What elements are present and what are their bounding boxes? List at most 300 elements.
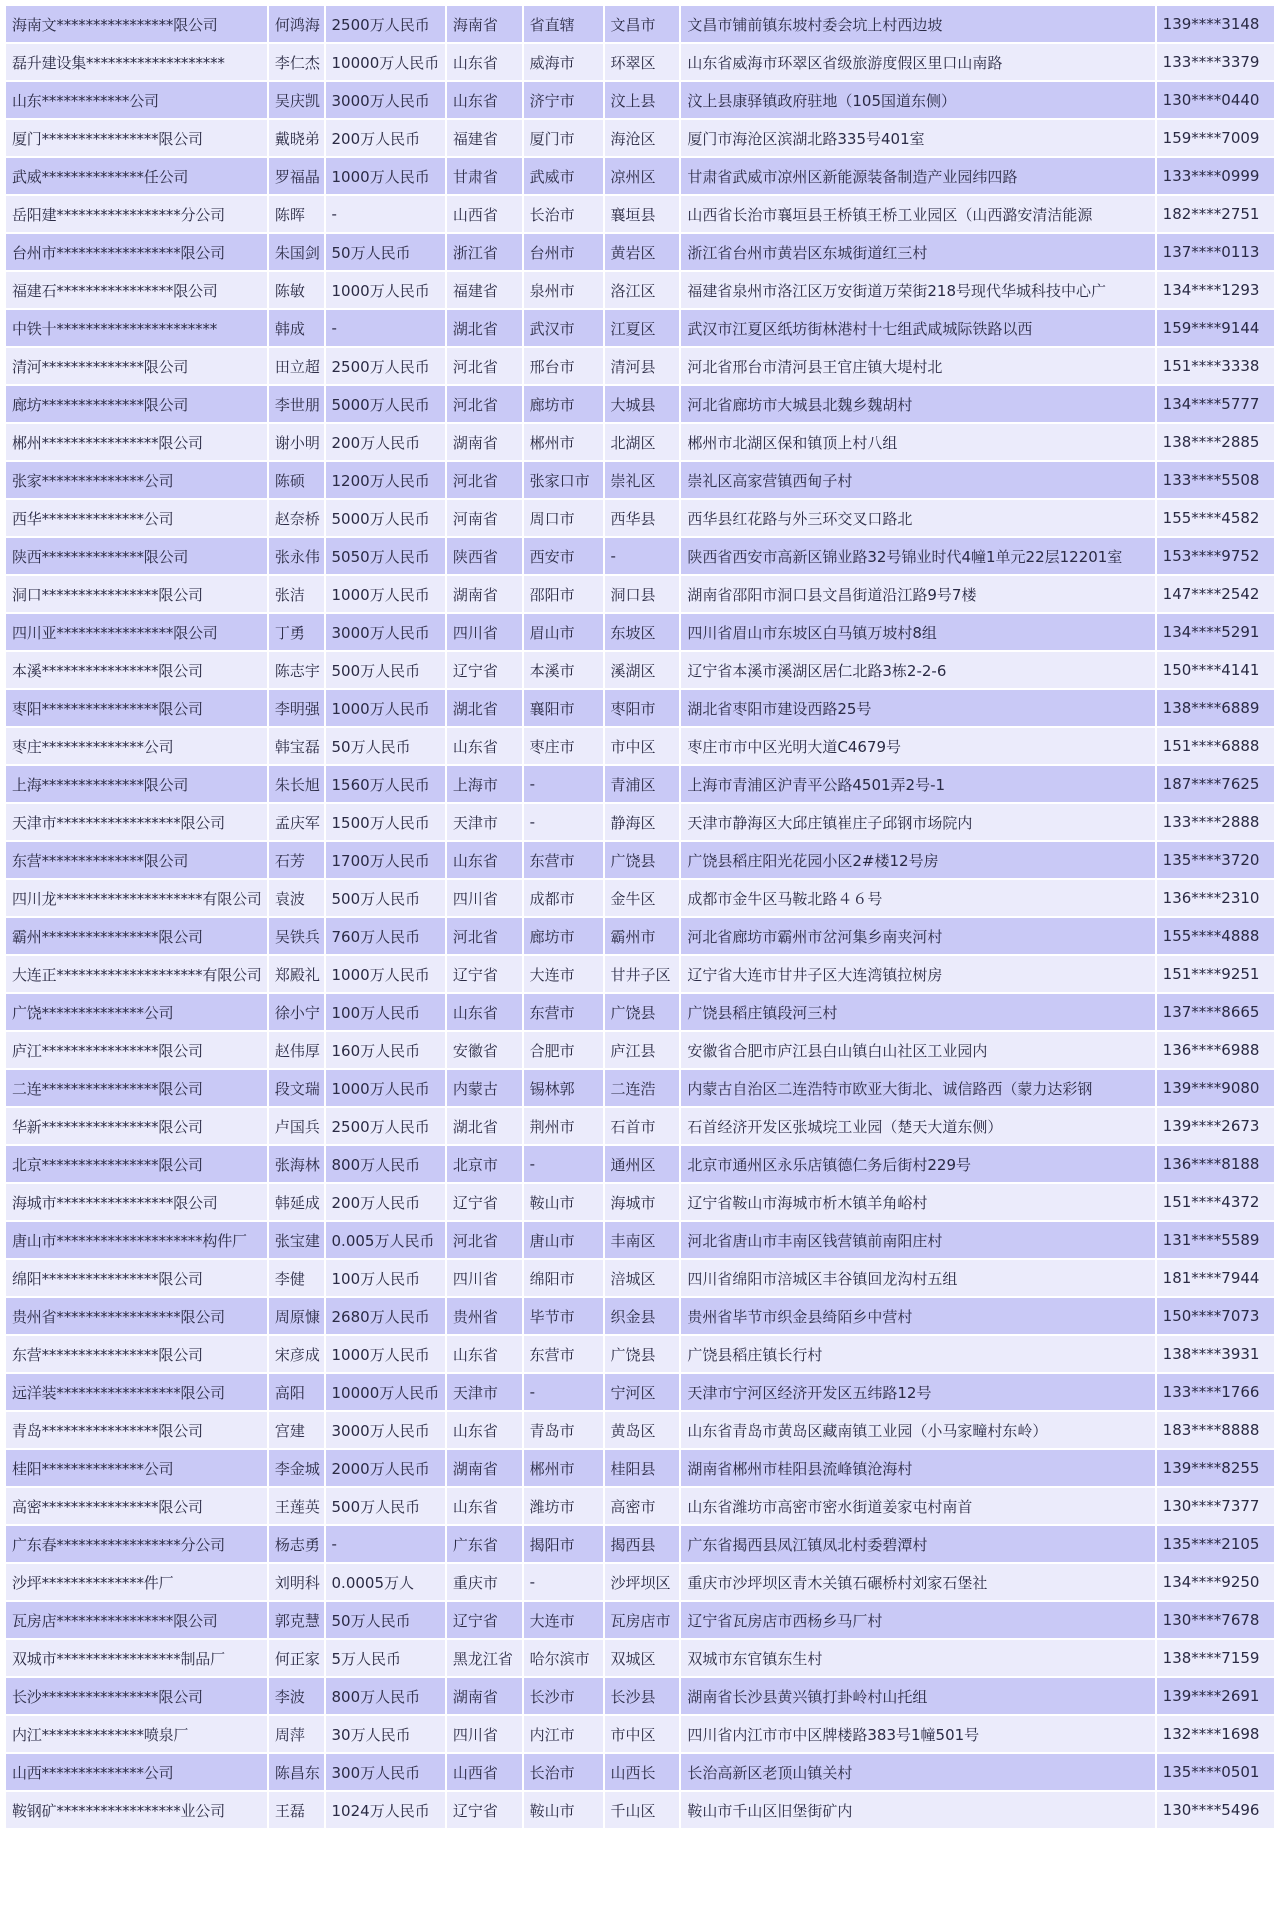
address-cell: 广饶县稻庄阳光花园小区2#楼12号房 xyxy=(681,842,1154,878)
province-cell: 甘肃省 xyxy=(447,158,522,194)
province-cell: 湖南省 xyxy=(447,1678,522,1714)
company-name-cell: 青岛****************限公司 xyxy=(6,1412,267,1448)
legal-representative-cell: 高阳 xyxy=(269,1374,324,1410)
province-cell: 湖南省 xyxy=(447,576,522,612)
province-cell: 湖北省 xyxy=(447,690,522,726)
district-cell: 宁河区 xyxy=(605,1374,680,1410)
legal-representative-cell: 李仁杰 xyxy=(269,44,324,80)
district-cell: 广饶县 xyxy=(605,842,680,878)
registered-capital-cell: 1700万人民币 xyxy=(326,842,445,878)
address-cell: 崇礼区高家营镇西甸子村 xyxy=(681,462,1154,498)
district-cell: 洛江区 xyxy=(605,272,680,308)
company-name-cell: 陕西**************限公司 xyxy=(6,538,267,574)
phone-cell: 151****9251 xyxy=(1157,956,1274,992)
table-row xyxy=(6,1260,1274,1296)
city-cell: 济宁市 xyxy=(524,82,603,118)
company-name-cell: 绵阳****************限公司 xyxy=(6,1260,267,1296)
table-row xyxy=(6,956,1274,992)
address-cell: 郴州市北湖区保和镇顶上村八组 xyxy=(681,424,1154,460)
company-name-cell: 郴州****************限公司 xyxy=(6,424,267,460)
table-row xyxy=(6,234,1274,270)
district-cell: 崇礼区 xyxy=(605,462,680,498)
table-row xyxy=(6,1488,1274,1524)
province-cell: 辽宁省 xyxy=(447,1792,522,1828)
district-cell: 凉州区 xyxy=(605,158,680,194)
table-row xyxy=(6,690,1274,726)
city-cell: 周口市 xyxy=(524,500,603,536)
registered-capital-cell: 2500万人民币 xyxy=(326,6,445,42)
legal-representative-cell: 陈志宇 xyxy=(269,652,324,688)
city-cell: 东营市 xyxy=(524,994,603,1030)
legal-representative-cell: 石芳 xyxy=(269,842,324,878)
company-name-cell: 远洋装*****************限公司 xyxy=(6,1374,267,1410)
city-cell: 长治市 xyxy=(524,196,603,232)
registered-capital-cell: 10000万人民币 xyxy=(326,44,445,80)
phone-cell: 139****2691 xyxy=(1157,1678,1274,1714)
city-cell: 长治市 xyxy=(524,1754,603,1790)
company-name-cell: 上海**************限公司 xyxy=(6,766,267,802)
legal-representative-cell: 李金城 xyxy=(269,1450,324,1486)
province-cell: 辽宁省 xyxy=(447,956,522,992)
address-cell: 辽宁省瓦房店市西杨乡马厂村 xyxy=(681,1602,1154,1638)
address-cell: 辽宁省本溪市溪湖区居仁北路3栋2-2-6 xyxy=(681,652,1154,688)
district-cell: 山西长 xyxy=(605,1754,680,1790)
table-row xyxy=(6,804,1274,840)
phone-cell: 131****5589 xyxy=(1157,1222,1274,1258)
address-cell: 安徽省合肥市庐江县白山镇白山社区工业园内 xyxy=(681,1032,1154,1068)
registered-capital-cell: 800万人民币 xyxy=(326,1678,445,1714)
address-cell: 厦门市海沧区滨湖北路335号401室 xyxy=(681,120,1154,156)
registered-capital-cell: 500万人民币 xyxy=(326,652,445,688)
registered-capital-cell: 1024万人民币 xyxy=(326,1792,445,1828)
province-cell: 河北省 xyxy=(447,462,522,498)
legal-representative-cell: 张永伟 xyxy=(269,538,324,574)
city-cell: 唐山市 xyxy=(524,1222,603,1258)
province-cell: 湖北省 xyxy=(447,1108,522,1144)
address-cell: 广东省揭西县凤江镇凤北村委碧潭村 xyxy=(681,1526,1154,1562)
city-cell: 廊坊市 xyxy=(524,386,603,422)
province-cell: 辽宁省 xyxy=(447,652,522,688)
phone-cell: 134****9250 xyxy=(1157,1564,1274,1600)
registered-capital-cell: 50万人民币 xyxy=(326,728,445,764)
legal-representative-cell: 孟庆军 xyxy=(269,804,324,840)
district-cell: 静海区 xyxy=(605,804,680,840)
phone-cell: 151****6888 xyxy=(1157,728,1274,764)
company-name-cell: 鞍钢矿*****************业公司 xyxy=(6,1792,267,1828)
district-cell: 长沙县 xyxy=(605,1678,680,1714)
legal-representative-cell: 罗福晶 xyxy=(269,158,324,194)
city-cell: 合肥市 xyxy=(524,1032,603,1068)
district-cell: 揭西县 xyxy=(605,1526,680,1562)
company-name-cell: 高密****************限公司 xyxy=(6,1488,267,1524)
address-cell: 山东省潍坊市高密市密水街道姜家屯村南首 xyxy=(681,1488,1154,1524)
address-cell: 湖北省枣阳市建设西路25号 xyxy=(681,690,1154,726)
address-cell: 文昌市铺前镇东坡村委会坑上村西边坡 xyxy=(681,6,1154,42)
legal-representative-cell: 朱长旭 xyxy=(269,766,324,802)
district-cell: 市中区 xyxy=(605,1716,680,1752)
address-cell: 广饶县稻庄镇段河三村 xyxy=(681,994,1154,1030)
district-cell: 庐江县 xyxy=(605,1032,680,1068)
city-cell: 本溪市 xyxy=(524,652,603,688)
address-cell: 枣庄市市中区光明大道C4679号 xyxy=(681,728,1154,764)
legal-representative-cell: 朱国剑 xyxy=(269,234,324,270)
province-cell: 河北省 xyxy=(447,1222,522,1258)
district-cell: 清河县 xyxy=(605,348,680,384)
address-cell: 河北省邢台市清河县王官庄镇大堤村北 xyxy=(681,348,1154,384)
province-cell: 山西省 xyxy=(447,1754,522,1790)
district-cell: 广饶县 xyxy=(605,994,680,1030)
city-cell: 张家口市 xyxy=(524,462,603,498)
registered-capital-cell: 50万人民币 xyxy=(326,1602,445,1638)
phone-cell: 139****3148 xyxy=(1157,6,1274,42)
table-row xyxy=(6,994,1274,1030)
city-cell: 台州市 xyxy=(524,234,603,270)
province-cell: 广东省 xyxy=(447,1526,522,1562)
company-name-cell: 庐江****************限公司 xyxy=(6,1032,267,1068)
district-cell: 霸州市 xyxy=(605,918,680,954)
district-cell: 瓦房店市 xyxy=(605,1602,680,1638)
address-cell: 贵州省毕节市织金县绮陌乡中营村 xyxy=(681,1298,1154,1334)
table-row xyxy=(6,500,1274,536)
phone-cell: 136****8188 xyxy=(1157,1146,1274,1182)
phone-cell: 153****9752 xyxy=(1157,538,1274,574)
address-cell: 山东省威海市环翠区省级旅游度假区里口山南路 xyxy=(681,44,1154,80)
table-row xyxy=(6,1336,1274,1372)
legal-representative-cell: 陈晖 xyxy=(269,196,324,232)
table-row xyxy=(6,1070,1274,1106)
company-name-cell: 山西**************公司 xyxy=(6,1754,267,1790)
table-row xyxy=(6,576,1274,612)
district-cell: 石首市 xyxy=(605,1108,680,1144)
phone-cell: 137****8665 xyxy=(1157,994,1274,1030)
company-name-cell: 长沙****************限公司 xyxy=(6,1678,267,1714)
company-name-cell: 华新****************限公司 xyxy=(6,1108,267,1144)
province-cell: 山东省 xyxy=(447,728,522,764)
province-cell: 天津市 xyxy=(447,804,522,840)
province-cell: 山东省 xyxy=(447,842,522,878)
legal-representative-cell: 徐小宁 xyxy=(269,994,324,1030)
company-name-cell: 天津市*****************限公司 xyxy=(6,804,267,840)
district-cell: 洞口县 xyxy=(605,576,680,612)
address-cell: 上海市青浦区沪青平公路4501弄2号-1 xyxy=(681,766,1154,802)
legal-representative-cell: 张宝建 xyxy=(269,1222,324,1258)
company-name-cell: 内江**************喷泉厂 xyxy=(6,1716,267,1752)
company-name-cell: 广东春*****************分公司 xyxy=(6,1526,267,1562)
legal-representative-cell: 杨志勇 xyxy=(269,1526,324,1562)
table-row xyxy=(6,652,1274,688)
legal-representative-cell: 李波 xyxy=(269,1678,324,1714)
district-cell: 桂阳县 xyxy=(605,1450,680,1486)
city-cell: 绵阳市 xyxy=(524,1260,603,1296)
address-cell: 天津市宁河区经济开发区五纬路12号 xyxy=(681,1374,1154,1410)
phone-cell: 130****7678 xyxy=(1157,1602,1274,1638)
address-cell: 西华县红花路与外三环交叉口路北 xyxy=(681,500,1154,536)
district-cell: 黄岛区 xyxy=(605,1412,680,1448)
province-cell: 福建省 xyxy=(447,120,522,156)
legal-representative-cell: 宋彦成 xyxy=(269,1336,324,1372)
legal-representative-cell: 周原慷 xyxy=(269,1298,324,1334)
province-cell: 四川省 xyxy=(447,1260,522,1296)
phone-cell: 130****0440 xyxy=(1157,82,1274,118)
registered-capital-cell: 100万人民币 xyxy=(326,994,445,1030)
address-cell: 河北省廊坊市大城县北魏乡魏胡村 xyxy=(681,386,1154,422)
table-row xyxy=(6,348,1274,384)
table-row xyxy=(6,462,1274,498)
registered-capital-cell: 3000万人民币 xyxy=(326,82,445,118)
registered-capital-cell: 1000万人民币 xyxy=(326,956,445,992)
province-cell: 辽宁省 xyxy=(447,1602,522,1638)
city-cell: - xyxy=(524,766,603,802)
legal-representative-cell: 郭克慧 xyxy=(269,1602,324,1638)
city-cell: - xyxy=(524,804,603,840)
legal-representative-cell: 李明强 xyxy=(269,690,324,726)
phone-cell: 133****0999 xyxy=(1157,158,1274,194)
registered-capital-cell: 2000万人民币 xyxy=(326,1450,445,1486)
phone-cell: 136****2310 xyxy=(1157,880,1274,916)
table-row xyxy=(6,1716,1274,1752)
registered-capital-cell: 5000万人民币 xyxy=(326,386,445,422)
address-cell: 石首经济开发区张城垸工业园（楚天大道东侧） xyxy=(681,1108,1154,1144)
province-cell: 安徽省 xyxy=(447,1032,522,1068)
registered-capital-cell: 5000万人民币 xyxy=(326,500,445,536)
phone-cell: 139****9080 xyxy=(1157,1070,1274,1106)
phone-cell: 138****2885 xyxy=(1157,424,1274,460)
province-cell: 内蒙古 xyxy=(447,1070,522,1106)
company-name-cell: 厦门****************限公司 xyxy=(6,120,267,156)
company-name-cell: 双城市*****************制品厂 xyxy=(6,1640,267,1676)
legal-representative-cell: 韩成 xyxy=(269,310,324,346)
province-cell: 上海市 xyxy=(447,766,522,802)
address-cell: 甘肃省武威市凉州区新能源装备制造产业园纬四路 xyxy=(681,158,1154,194)
company-name-cell: 北京****************限公司 xyxy=(6,1146,267,1182)
legal-representative-cell: 赵奈桥 xyxy=(269,500,324,536)
phone-cell: 182****2751 xyxy=(1157,196,1274,232)
registered-capital-cell: 1000万人民币 xyxy=(326,1336,445,1372)
phone-cell: 134****5291 xyxy=(1157,614,1274,650)
province-cell: 四川省 xyxy=(447,880,522,916)
legal-representative-cell: 戴晓弟 xyxy=(269,120,324,156)
province-cell: 辽宁省 xyxy=(447,1184,522,1220)
address-cell: 湖南省长沙县黄兴镇打卦岭村山托组 xyxy=(681,1678,1154,1714)
province-cell: 湖南省 xyxy=(447,424,522,460)
table-row xyxy=(6,1184,1274,1220)
phone-cell: 130****5496 xyxy=(1157,1792,1274,1828)
registered-capital-cell: 100万人民币 xyxy=(326,1260,445,1296)
table-row xyxy=(6,1754,1274,1790)
district-cell: 二连浩 xyxy=(605,1070,680,1106)
registered-capital-cell: 0.0005万人 xyxy=(326,1564,445,1600)
legal-representative-cell: 韩延成 xyxy=(269,1184,324,1220)
registered-capital-cell: 760万人民币 xyxy=(326,918,445,954)
district-cell: 广饶县 xyxy=(605,1336,680,1372)
company-name-cell: 桂阳**************公司 xyxy=(6,1450,267,1486)
registered-capital-cell: 1000万人民币 xyxy=(326,158,445,194)
company-name-cell: 台州市*****************限公司 xyxy=(6,234,267,270)
legal-representative-cell: 张洁 xyxy=(269,576,324,612)
company-name-cell: 霸州****************限公司 xyxy=(6,918,267,954)
legal-representative-cell: 赵伟厚 xyxy=(269,1032,324,1068)
province-cell: 河北省 xyxy=(447,386,522,422)
company-name-cell: 武威**************任公司 xyxy=(6,158,267,194)
phone-cell: 134****1293 xyxy=(1157,272,1274,308)
phone-cell: 137****0113 xyxy=(1157,234,1274,270)
district-cell: 织金县 xyxy=(605,1298,680,1334)
province-cell: 陕西省 xyxy=(447,538,522,574)
city-cell: 成都市 xyxy=(524,880,603,916)
legal-representative-cell: 宫建 xyxy=(269,1412,324,1448)
phone-cell: 130****7377 xyxy=(1157,1488,1274,1524)
phone-cell: 133****5508 xyxy=(1157,462,1274,498)
table-row xyxy=(6,1640,1274,1676)
city-cell: 荆州市 xyxy=(524,1108,603,1144)
province-cell: 海南省 xyxy=(447,6,522,42)
table-row xyxy=(6,386,1274,422)
phone-cell: 138****7159 xyxy=(1157,1640,1274,1676)
company-name-cell: 枣庄**************公司 xyxy=(6,728,267,764)
district-cell: 涪城区 xyxy=(605,1260,680,1296)
address-cell: 河北省廊坊市霸州市岔河集乡南夹河村 xyxy=(681,918,1154,954)
phone-cell: 134****5777 xyxy=(1157,386,1274,422)
table-row xyxy=(6,1298,1274,1334)
district-cell: 北湖区 xyxy=(605,424,680,460)
table-row xyxy=(6,842,1274,878)
registered-capital-cell: 800万人民币 xyxy=(326,1146,445,1182)
district-cell: - xyxy=(605,538,680,574)
legal-representative-cell: 周萍 xyxy=(269,1716,324,1752)
phone-cell: 135****3720 xyxy=(1157,842,1274,878)
address-cell: 广饶县稻庄镇长行村 xyxy=(681,1336,1154,1372)
district-cell: 溪湖区 xyxy=(605,652,680,688)
legal-representative-cell: 刘明科 xyxy=(269,1564,324,1600)
table-row xyxy=(6,310,1274,346)
province-cell: 北京市 xyxy=(447,1146,522,1182)
legal-representative-cell: 吴铁兵 xyxy=(269,918,324,954)
company-name-cell: 本溪****************限公司 xyxy=(6,652,267,688)
table-row xyxy=(6,44,1274,80)
phone-cell: 138****6889 xyxy=(1157,690,1274,726)
address-cell: 湖南省邵阳市洞口县文昌街道沿江路9号7楼 xyxy=(681,576,1154,612)
table-row xyxy=(6,1526,1274,1562)
registered-capital-cell: 1000万人民币 xyxy=(326,690,445,726)
city-cell: 东营市 xyxy=(524,1336,603,1372)
table-row xyxy=(6,6,1274,42)
registered-capital-cell: 500万人民币 xyxy=(326,1488,445,1524)
company-name-cell: 四川龙********************有限公司 xyxy=(6,880,267,916)
company-name-cell: 东营****************限公司 xyxy=(6,1336,267,1372)
company-name-cell: 大连正********************有限公司 xyxy=(6,956,267,992)
table-row xyxy=(6,728,1274,764)
district-cell: 大城县 xyxy=(605,386,680,422)
district-cell: 市中区 xyxy=(605,728,680,764)
province-cell: 山东省 xyxy=(447,1336,522,1372)
table-row xyxy=(6,424,1274,460)
company-name-cell: 廊坊**************限公司 xyxy=(6,386,267,422)
table-row xyxy=(6,880,1274,916)
company-name-cell: 福建石****************限公司 xyxy=(6,272,267,308)
legal-representative-cell: 陈硕 xyxy=(269,462,324,498)
district-cell: 通州区 xyxy=(605,1146,680,1182)
city-cell: 襄阳市 xyxy=(524,690,603,726)
district-cell: 甘井子区 xyxy=(605,956,680,992)
table-row xyxy=(6,158,1274,194)
address-cell: 福建省泉州市洛江区万安街道万荣街218号现代华城科技中心广 xyxy=(681,272,1154,308)
table-row xyxy=(6,1602,1274,1638)
city-cell: 武威市 xyxy=(524,158,603,194)
registered-capital-cell: 160万人民币 xyxy=(326,1032,445,1068)
address-cell: 河北省唐山市丰南区钱营镇前南阳庄村 xyxy=(681,1222,1154,1258)
registered-capital-cell: 2500万人民币 xyxy=(326,348,445,384)
district-cell: 襄垣县 xyxy=(605,196,680,232)
city-cell: 毕节市 xyxy=(524,1298,603,1334)
phone-cell: 183****8888 xyxy=(1157,1412,1274,1448)
city-cell: 大连市 xyxy=(524,1602,603,1638)
province-cell: 山东省 xyxy=(447,994,522,1030)
company-name-cell: 贵州省*****************限公司 xyxy=(6,1298,267,1334)
district-cell: 千山区 xyxy=(605,1792,680,1828)
phone-cell: 138****3931 xyxy=(1157,1336,1274,1372)
table-row xyxy=(6,1374,1274,1410)
district-cell: 环翠区 xyxy=(605,44,680,80)
province-cell: 山东省 xyxy=(447,1412,522,1448)
table-row xyxy=(6,614,1274,650)
table-row xyxy=(6,1108,1274,1144)
company-name-cell: 西华**************公司 xyxy=(6,500,267,536)
province-cell: 四川省 xyxy=(447,1716,522,1752)
city-cell: 邵阳市 xyxy=(524,576,603,612)
company-name-cell: 瓦房店****************限公司 xyxy=(6,1602,267,1638)
legal-representative-cell: 王莲英 xyxy=(269,1488,324,1524)
phone-cell: 181****7944 xyxy=(1157,1260,1274,1296)
address-cell: 天津市静海区大邱庄镇崔庄子邱钢市场院内 xyxy=(681,804,1154,840)
city-cell: - xyxy=(524,1564,603,1600)
province-cell: 河北省 xyxy=(447,918,522,954)
company-name-cell: 岳阳建*****************分公司 xyxy=(6,196,267,232)
phone-cell: 155****4582 xyxy=(1157,500,1274,536)
province-cell: 山西省 xyxy=(447,196,522,232)
phone-cell: 151****3338 xyxy=(1157,348,1274,384)
table-row xyxy=(6,272,1274,308)
table-row xyxy=(6,1146,1274,1182)
company-name-cell: 清河**************限公司 xyxy=(6,348,267,384)
city-cell: 长沙市 xyxy=(524,1678,603,1714)
district-cell: 东坡区 xyxy=(605,614,680,650)
registered-capital-cell: 200万人民币 xyxy=(326,424,445,460)
registered-capital-cell: 5050万人民币 xyxy=(326,538,445,574)
province-cell: 山东省 xyxy=(447,82,522,118)
city-cell: 泉州市 xyxy=(524,272,603,308)
province-cell: 山东省 xyxy=(447,44,522,80)
registered-capital-cell: - xyxy=(326,196,445,232)
district-cell: 黄岩区 xyxy=(605,234,680,270)
registered-capital-cell: 500万人民币 xyxy=(326,880,445,916)
company-name-cell: 二连****************限公司 xyxy=(6,1070,267,1106)
address-cell: 北京市通州区永乐店镇德仁务后街村229号 xyxy=(681,1146,1154,1182)
company-name-cell: 东营**************限公司 xyxy=(6,842,267,878)
table-row xyxy=(6,120,1274,156)
city-cell: 省直辖 xyxy=(524,6,603,42)
registered-capital-cell: 2680万人民币 xyxy=(326,1298,445,1334)
table-row xyxy=(6,1222,1274,1258)
legal-representative-cell: 李健 xyxy=(269,1260,324,1296)
city-cell: - xyxy=(524,1146,603,1182)
registered-capital-cell: 300万人民币 xyxy=(326,1754,445,1790)
address-cell: 重庆市沙坪坝区青木关镇石碾桥村刘家石堡社 xyxy=(681,1564,1154,1600)
company-name-cell: 海南文****************限公司 xyxy=(6,6,267,42)
legal-representative-cell: 袁波 xyxy=(269,880,324,916)
table-row xyxy=(6,1450,1274,1486)
district-cell: 高密市 xyxy=(605,1488,680,1524)
registered-capital-cell: 0.005万人民币 xyxy=(326,1222,445,1258)
